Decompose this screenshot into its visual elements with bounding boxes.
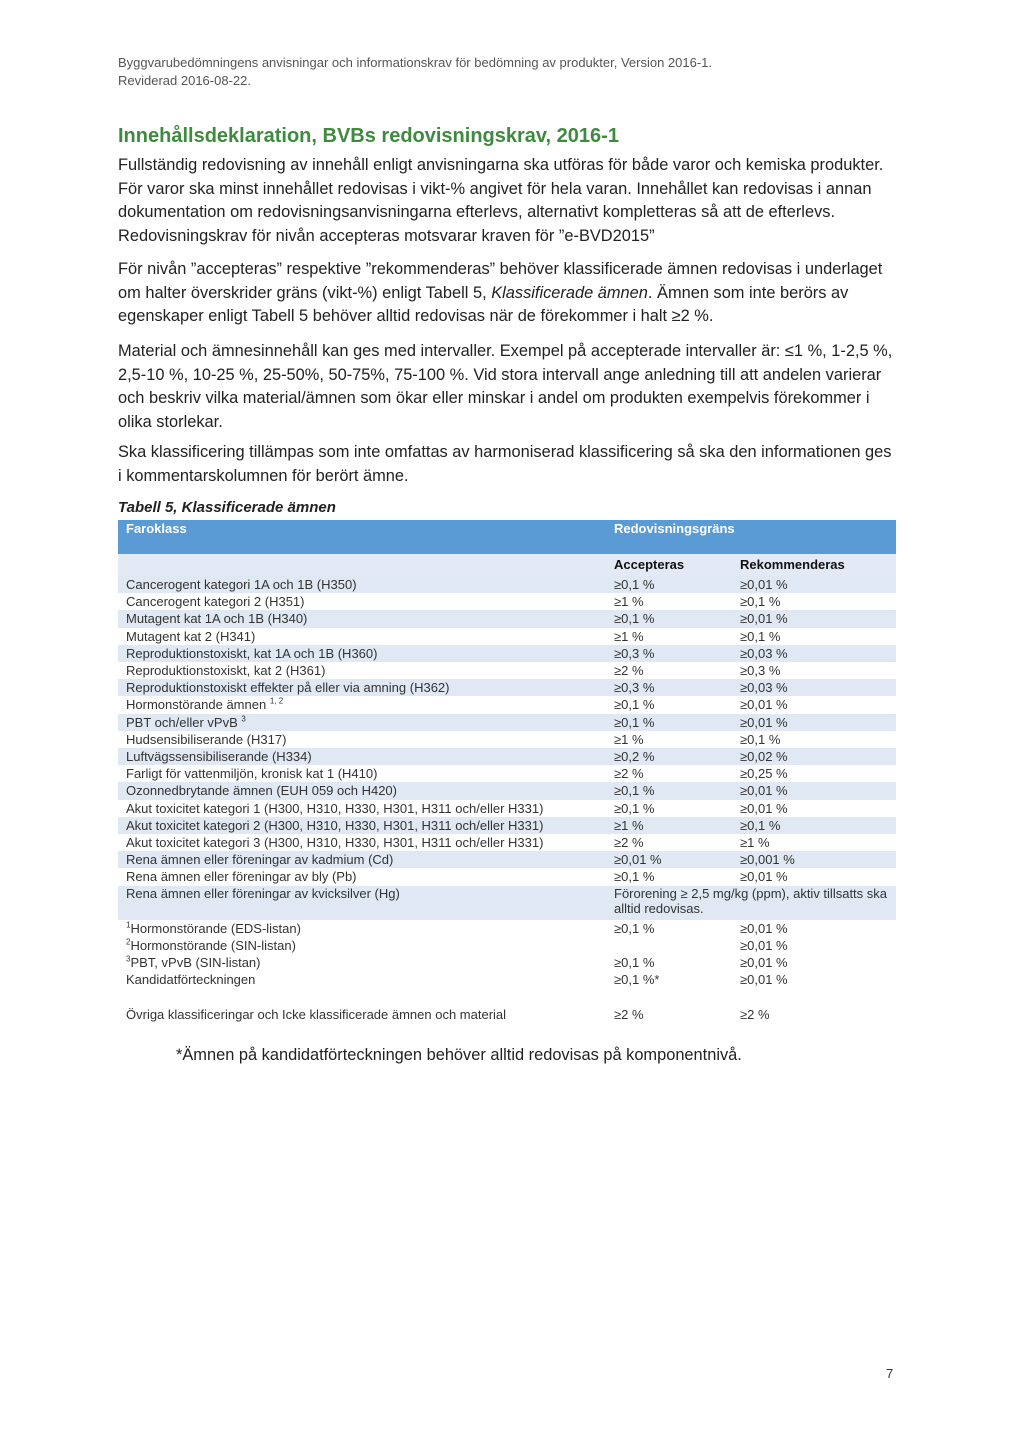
accepteras-cell: ≥0,1 %	[606, 954, 732, 971]
table-row	[118, 731, 896, 748]
table-spacer	[118, 988, 896, 1006]
faroklass-cell: Övriga klassificeringar och Icke klassificerade ämnen och material	[118, 1006, 606, 1023]
section-title: Innehållsdeklaration, BVBs redovisningskrav, 2016-1	[118, 125, 619, 147]
header-redovisningsgrans: Redovisningsgräns	[606, 520, 896, 554]
table-row	[118, 782, 896, 799]
accepteras-cell: ≥2 %	[606, 834, 732, 851]
rekommenderas-cell: ≥0,3 %	[732, 662, 896, 679]
rekommenderas-cell: ≥0,01 %	[732, 696, 896, 713]
faroklass-cell	[118, 593, 606, 610]
table-row	[118, 765, 896, 782]
header-faroklass: Faroklass	[118, 520, 606, 554]
faroklass-cell: Rena ämnen eller föreningar av kvicksilver (Hg)	[118, 886, 606, 920]
note-label: Hormonstörande (EDS-listan)	[130, 920, 301, 936]
rekommenderas-cell: ≥0,01 %	[732, 971, 896, 988]
faroklass-label: Rena ämnen eller föreningar av kadmium (Cd)	[126, 852, 394, 868]
footnote-marker: 1, 2	[269, 697, 284, 707]
faroklass-label: Ozonnedbrytande ämnen (EUH 059 och H420)	[126, 783, 397, 799]
header-line-2: Reviderad 2016-08-22.	[118, 73, 251, 88]
faroklass-cell	[118, 628, 606, 645]
paragraph-2-text-b: . Ämnen som inte berörs av egenskaper enligt Tabell 5 behöver alltid redovisas när de förekommer i halt ≥2 %.	[118, 283, 849, 325]
rekommenderas-cell: ≥0,01 %	[732, 868, 896, 885]
rekommenderas-cell: ≥0,01 %	[732, 610, 896, 627]
accepteras-cell: ≥1 %	[606, 593, 732, 610]
table-row	[118, 834, 896, 851]
faroklass-cell	[118, 645, 606, 662]
rekommenderas-cell: ≥0,01 %	[732, 954, 896, 971]
table-subheader-row	[118, 554, 896, 576]
rekommenderas-cell: ≥2 %	[732, 1006, 896, 1023]
classification-table	[118, 520, 896, 1024]
paragraph-1: Fullständig redovisning av innehåll enligt anvisningarna ska utföras för både varor och kemiska produkter. För varor ska minst innehållet redovisas i vikt-% angivet för hela varan. Innehållet kan redovisas i annan dokumentation om redovisningsanvisningarna efterlevs, alternativt kompletteras så att de efterlevs. Redovisningskrav för nivån accepteras motsvarar kraven för ”e-BVD2015”	[118, 156, 884, 245]
paragraph-2-table-ref: Klassificerade ämnen	[491, 283, 648, 302]
spacer-cell	[118, 988, 896, 1006]
faroklass-cell	[118, 696, 606, 713]
rekommenderas-cell: ≥0,25 %	[732, 765, 896, 782]
faroklass-label: Hormonstörande ämnen	[126, 697, 270, 713]
table-note-row	[118, 937, 896, 954]
faroklass-cell	[118, 714, 606, 731]
header-line-1: Byggvarubedömningens anvisningar och informationskrav för bedömning av produkter, Version 2016-1.	[118, 55, 713, 70]
rekommenderas-cell: ≥0,1 %	[732, 817, 896, 834]
faroklass-label: Reproduktionstoxiskt, kat 1A och 1B (H360)	[126, 645, 378, 661]
faroklass-cell	[118, 662, 606, 679]
accepteras-cell: ≥0,3 %	[606, 645, 732, 662]
faroklass-label: Mutagent kat 1A och 1B (H340)	[126, 611, 308, 627]
table-note-row	[118, 954, 896, 971]
rekommenderas-cell: ≥0,02 %	[732, 748, 896, 765]
table-row	[118, 610, 896, 627]
faroklass-cell	[118, 868, 606, 885]
table-note-row	[118, 971, 896, 988]
faroklass-label: PBT och/eller vPvB	[126, 714, 242, 730]
accepteras-cell: ≥2 %	[606, 765, 732, 782]
faroklass-cell	[118, 834, 606, 851]
table-row	[118, 645, 896, 662]
paragraph-3: Material och ämnesinnehåll kan ges med intervaller. Exempel på accepterade intervaller är: ≤1 %, 1-2,5 %, 2,5-10 %, 10-25 %, 25-50%, 50-75%, 75-100 %. Vid stora intervall ange anledning till att andelen varierar och beskriv vilka material/ämnen som ökar eller minskar i andel om produkten exempelvis förekommer i olika storlekar.	[118, 342, 893, 431]
table-row	[118, 800, 896, 817]
accepteras-cell: ≥0,1 %	[606, 576, 732, 593]
faroklass-cell	[118, 800, 606, 817]
table-row	[118, 696, 896, 713]
rekommenderas-cell: ≥0,1 %	[732, 628, 896, 645]
accepteras-cell	[606, 937, 732, 954]
table-footnote: *Ämnen på kandidatförteckningen behöver alltid redovisas på komponentnivå.	[176, 1046, 742, 1064]
accepteras-cell: ≥0,2 %	[606, 748, 732, 765]
rekommenderas-cell: ≥0,01 %	[732, 920, 896, 937]
faroklass-label: Reproduktionstoxiskt effekter på eller via amning (H362)	[126, 680, 450, 696]
table-note-row	[118, 920, 896, 937]
accepteras-cell: ≥0,1 %	[606, 782, 732, 799]
accepteras-cell: ≥0,1 %	[606, 868, 732, 885]
accepteras-cell: ≥0,1 %	[606, 920, 732, 937]
table-row	[118, 593, 896, 610]
faroklass-cell	[118, 731, 606, 748]
table-row	[118, 851, 896, 868]
accepteras-cell: ≥0,1 %	[606, 696, 732, 713]
faroklass-label: Akut toxicitet kategori 3 (H300, H310, H330, H301, H311 och/eller H331)	[126, 835, 544, 851]
table-row	[118, 662, 896, 679]
table-header-row	[118, 520, 896, 554]
table-caption: Tabell 5, Klassificerade ämnen	[118, 499, 336, 516]
accepteras-cell: ≥0,1 %	[606, 800, 732, 817]
note-label: Kandidatförteckningen	[126, 972, 256, 988]
table-row	[118, 714, 896, 731]
header-blank	[118, 554, 606, 576]
rekommenderas-cell: ≥0,01 %	[732, 782, 896, 799]
rekommenderas-cell: ≥0,03 %	[732, 645, 896, 662]
table-row-other	[118, 1006, 896, 1023]
table-row-mercury	[118, 886, 896, 920]
accepteras-cell: ≥2 %	[606, 662, 732, 679]
page-number: 7	[886, 1366, 894, 1381]
note-cell	[118, 971, 606, 988]
faroklass-cell	[118, 748, 606, 765]
accepteras-cell: ≥1 %	[606, 731, 732, 748]
rekommenderas-cell: ≥0,01 %	[732, 937, 896, 954]
rekommenderas-cell: ≥0,03 %	[732, 679, 896, 696]
running-header	[118, 54, 878, 90]
faroklass-label: Cancerogent kategori 1A och 1B (H350)	[126, 577, 357, 592]
faroklass-label: Reproduktionstoxiskt, kat 2 (H361)	[126, 663, 326, 679]
accepteras-cell: ≥0,1 %*	[606, 971, 732, 988]
faroklass-label: Luftvägssensibiliserande (H334)	[126, 749, 312, 765]
header-accepteras: Accepteras	[606, 554, 732, 576]
faroklass-label: Akut toxicitet kategori 2 (H300, H310, H330, H301, H311 och/eller H331)	[126, 817, 544, 833]
faroklass-label: Mutagent kat 2 (H341)	[126, 628, 256, 644]
mercury-requirement: Förorening ≥ 2,5 mg/kg (ppm), aktiv tillsatts ska alltid redovisas.	[606, 886, 896, 920]
note-marker: 3	[126, 954, 131, 964]
note-cell	[118, 954, 606, 971]
faroklass-label: Rena ämnen eller föreningar av bly (Pb)	[126, 869, 357, 885]
accepteras-cell: ≥1 %	[606, 817, 732, 834]
table-body	[118, 576, 896, 1024]
rekommenderas-cell: ≥0,001 %	[732, 851, 896, 868]
faroklass-cell	[118, 576, 606, 593]
header-rekommenderas: Rekommenderas	[732, 554, 896, 576]
faroklass-label: Farligt för vattenmiljön, kronisk kat 1 (H410)	[126, 766, 378, 782]
table-row	[118, 868, 896, 885]
faroklass-cell	[118, 610, 606, 627]
faroklass-cell	[118, 782, 606, 799]
note-label: PBT, vPvB (SIN-listan)	[130, 955, 261, 971]
table-row	[118, 817, 896, 834]
rekommenderas-cell: ≥0,1 %	[732, 731, 896, 748]
accepteras-cell: ≥1 %	[606, 628, 732, 645]
table-row	[118, 748, 896, 765]
accepteras-cell: ≥0,3 %	[606, 679, 732, 696]
rekommenderas-cell: ≥0,01 %	[732, 714, 896, 731]
note-marker: 1	[126, 920, 131, 930]
note-marker: 2	[126, 937, 131, 947]
rekommenderas-cell: ≥0,1 %	[732, 593, 896, 610]
faroklass-label: Akut toxicitet kategori 1 (H300, H310, H330, H301, H311 och/eller H331)	[126, 800, 544, 816]
accepteras-cell: ≥0,01 %	[606, 851, 732, 868]
faroklass-label: Hudsensibiliserande (H317)	[126, 731, 287, 747]
rekommenderas-cell: ≥0,01 %	[732, 576, 896, 593]
paragraph-4: Ska klassificering tillämpas som inte omfattas av harmoniserad klassificering så ska den informationen ges i kommentarskolumnen för berört ämne.	[118, 443, 892, 485]
accepteras-cell: ≥2 %	[606, 1006, 732, 1023]
faroklass-cell	[118, 851, 606, 868]
rekommenderas-cell: ≥0,01 %	[732, 800, 896, 817]
table-row	[118, 628, 896, 645]
note-cell	[118, 937, 606, 954]
table-row	[118, 576, 896, 593]
note-label: Hormonstörande (SIN-listan)	[130, 937, 296, 953]
table-row	[118, 679, 896, 696]
paragraph-2	[118, 258, 898, 329]
footnote-marker: 3	[241, 714, 246, 724]
paragraph-2-text-a: För nivån ”accepteras” respektive ”rekommenderas” behöver klassificerade ämnen redovisas i underlaget om halter överskrider gräns (vikt-%) enligt Tabell 5,	[118, 260, 883, 302]
accepteras-cell: ≥0,1 %	[606, 610, 732, 627]
rekommenderas-cell: ≥1 %	[732, 834, 896, 851]
faroklass-label: Cancerogent kategori 2 (H351)	[126, 594, 305, 610]
faroklass-cell	[118, 679, 606, 696]
faroklass-cell	[118, 765, 606, 782]
accepteras-cell: ≥0,1 %	[606, 714, 732, 731]
note-cell	[118, 920, 606, 937]
faroklass-cell	[118, 817, 606, 834]
